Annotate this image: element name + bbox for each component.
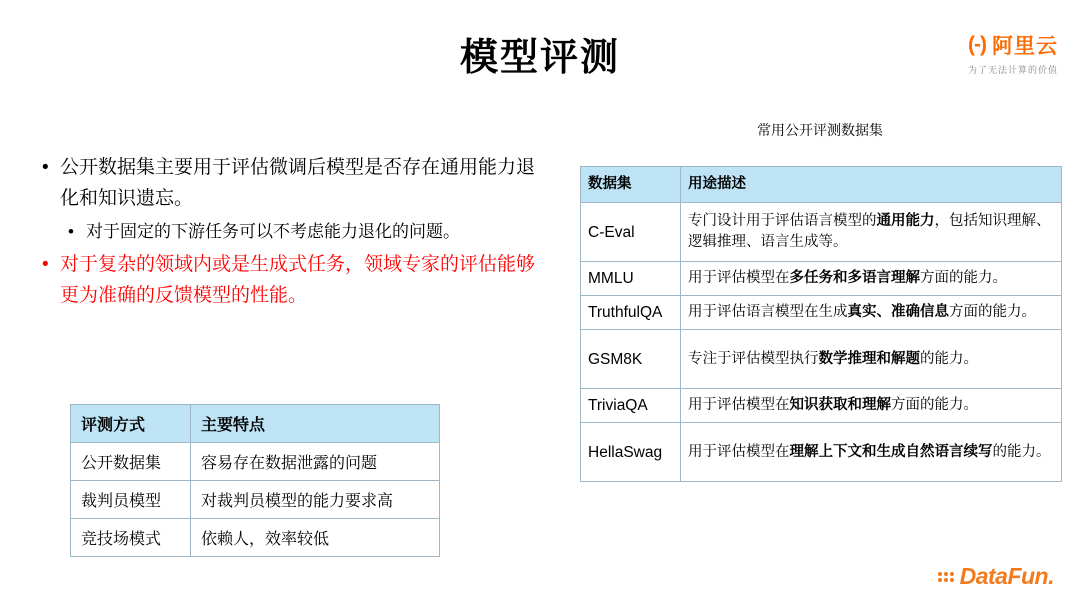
cell-dataset-description: 用于评估语言模型在生成真实、准确信息方面的能力。: [681, 296, 1062, 330]
cell-method: 公开数据集: [71, 443, 191, 481]
evaluation-methods-table: [70, 404, 440, 557]
cell-method: 裁判员模型: [71, 481, 191, 519]
aliyun-mark-icon: (-): [968, 33, 986, 56]
cell-method: 竞技场模式: [71, 519, 191, 557]
column-header-method: 评测方式: [71, 405, 191, 443]
bullet-marker-icon: •: [42, 157, 49, 178]
bullet-marker-icon: •: [68, 222, 74, 241]
table-row: [581, 423, 1062, 482]
table-row: [581, 389, 1062, 423]
cell-dataset-description: 专注于评估模型执行数学推理和解题的能力。: [681, 330, 1062, 389]
cell-dataset-name: TruthfulQA: [581, 296, 681, 330]
aliyun-slogan: 为了无法计算的价值: [967, 65, 1058, 75]
table-row: [71, 481, 440, 519]
table-row: [71, 519, 440, 557]
cell-dataset-name: HellaSwag: [581, 423, 681, 482]
cell-dataset-name: TriviaQA: [581, 389, 681, 423]
cell-feature: 容易存在数据泄露的问题: [191, 443, 440, 481]
cell-dataset-description: 用于评估模型在多任务和多语言理解方面的能力。: [681, 262, 1062, 296]
cell-dataset-description: 用于评估模型在知识获取和理解方面的能力。: [681, 389, 1062, 423]
cell-dataset-name: C-Eval: [581, 203, 681, 262]
table-row: [581, 330, 1062, 389]
aliyun-brand-name: 阿里云: [992, 35, 1058, 58]
table-row: [71, 443, 440, 481]
table-row: [581, 203, 1062, 262]
cell-dataset-description: 用于评估模型在理解上下文和生成自然语言续写的能力。: [681, 423, 1062, 482]
datasets-body: [581, 203, 1062, 482]
aliyun-logo: [908, 30, 1058, 76]
column-header-description: 用途描述: [681, 167, 1062, 203]
bullet-text: 对于固定的下游任务可以不考虑能力退化的问题。: [86, 222, 460, 241]
column-header-dataset: 数据集: [581, 167, 681, 203]
datasets-caption: 常用公开评测数据集: [757, 122, 883, 138]
bullet-text-highlight: 对于复杂的领域内或是生成式任务，领域专家的评估能够更为准确的反馈模型的性能。: [60, 254, 536, 306]
page-title: 模型评测: [459, 37, 620, 79]
public-datasets-table: [580, 166, 1062, 482]
bullet-marker-icon: •: [42, 254, 49, 275]
datafun-logo: [938, 563, 1054, 590]
list-item: [42, 249, 552, 311]
table-header-row: [581, 167, 1062, 203]
list-item: [68, 216, 552, 247]
table-row: [581, 262, 1062, 296]
cell-dataset-description: 专门设计用于评估语言模型的通用能力，包括知识理解、逻辑推理、语言生成等。: [681, 203, 1062, 262]
table-header-row: [71, 405, 440, 443]
list-item: [42, 152, 552, 214]
cell-dataset-name: MMLU: [581, 262, 681, 296]
bullet-text: 公开数据集主要用于评估微调后模型是否存在通用能力退化和知识遗忘。: [60, 157, 536, 209]
datafun-name: DataFun.: [959, 563, 1054, 589]
cell-feature: 依赖人，效率较低: [191, 519, 440, 557]
cell-dataset-name: GSM8K: [581, 330, 681, 389]
cell-feature: 对裁判员模型的能力要求高: [191, 481, 440, 519]
column-header-feature: 主要特点: [191, 405, 440, 443]
table-row: [581, 296, 1062, 330]
bullet-list: [42, 152, 552, 313]
datafun-dots-icon: [938, 572, 954, 582]
